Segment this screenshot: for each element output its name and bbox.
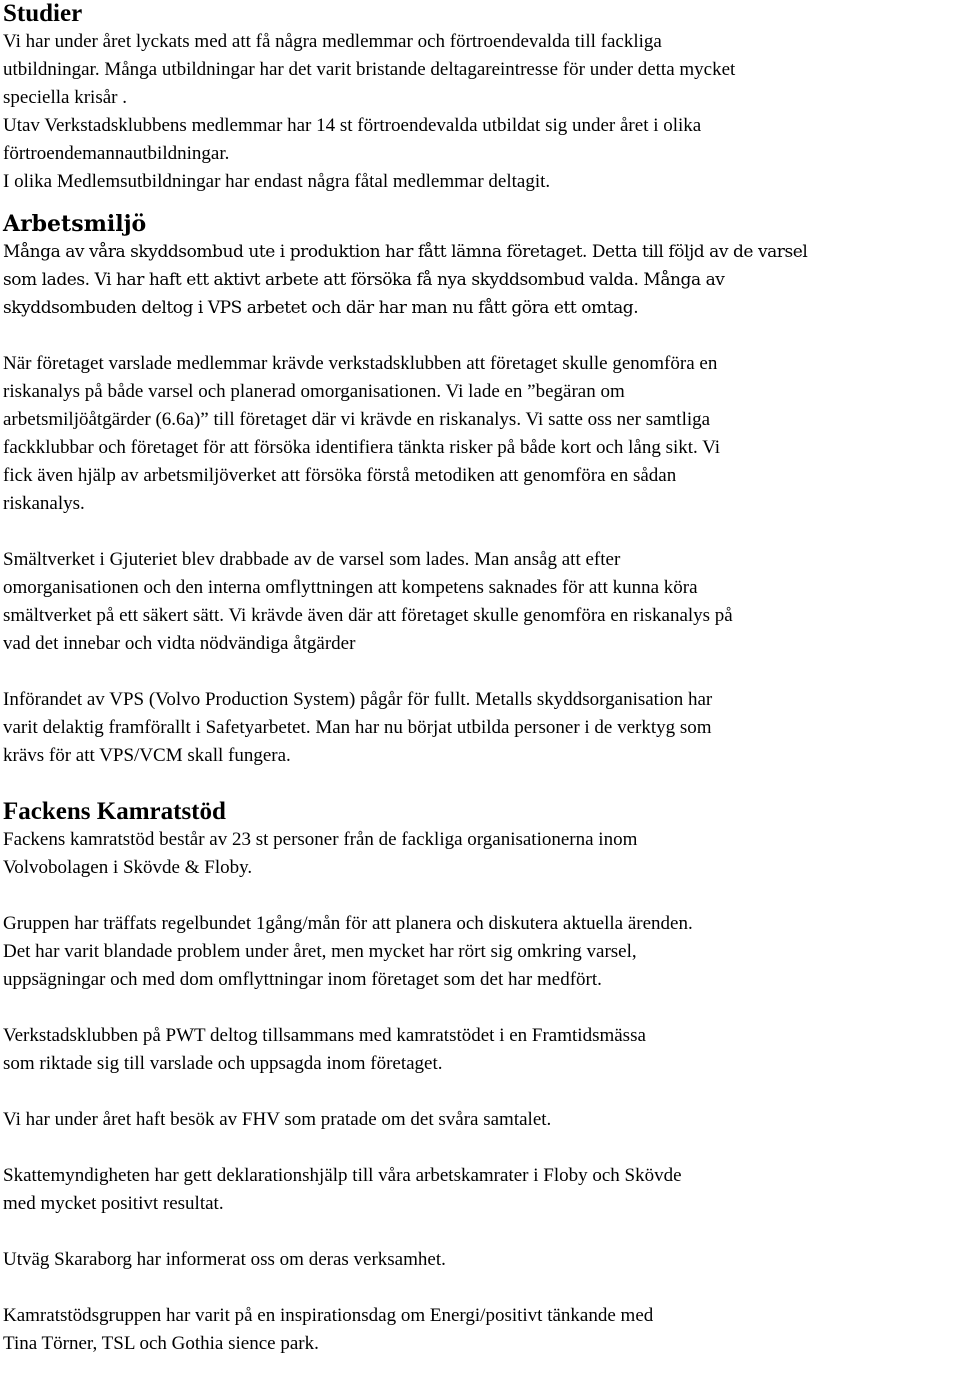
arbetsmiljo-paragraph-2: När företaget varslade medlemmar krävde verkstadsklubben att företaget skulle genomföra en riskanalys på både varsel och planerad omorganisationen. Vi lade en ”begäran om arbetsmiljöåtgärder (6.6a)” till företaget där vi krävde en riskanalys. Vi satte oss ner samtliga fackklubbar och företaget för att försöka identifiera tänkta risker på både kort och lång sikt. Vi fick även hjälp av arbetsmiljöverket att försöka förstå metodiken att genomföra en sådan riskanalys. [3, 353, 721, 514]
arbetsmiljo-paragraph-3: Smältverket i Gjuteriet blev drabbade av de varsel som lades. Man ansåg att efter omorganisationen och den interna omflyttningen att kompetens saknades för att kunna köra smältverket på ett säkert sätt. Vi krävde även där att företaget skulle genomföra en riskanalys på vad det innebar och vidta nödvändiga åtgärder [3, 549, 733, 654]
heading-kamratstod: Fackens Kamratstöd [3, 798, 226, 825]
kamratstod-paragraph-3: Verkstadsklubben på PWT deltog tillsammans med kamratstödet i en Framtidsmässa som riktade sig till varslade och uppsagda inom företaget. [3, 1025, 646, 1074]
kamratstod-paragraph-5: Skattemyndigheten har gett deklarationshjälp till våra arbetskamrater i Floby och Skövde med mycket positivt resultat. [3, 1165, 682, 1214]
section-studier [3, 0, 958, 196]
section-arbetsmiljo [3, 210, 958, 770]
kamratstod-paragraph-4: Vi har under året haft besök av FHV som pratade om det svåra samtalet. [3, 1109, 552, 1130]
section-kamratstod [3, 798, 958, 1358]
arbetsmiljo-paragraph-4: Införandet av VPS (Volvo Production System) pågår för fullt. Metalls skyddsorganisation har varit delaktig framförallt i Safetyarbetet. Man har nu börjat utbilda personer i de verktyg som krävs för att VPS/VCM skall fungera. [3, 689, 713, 766]
heading-studier: Studier [3, 0, 83, 27]
kamratstod-paragraph-1: Fackens kamratstöd består av 23 st personer från de fackliga organisationerna inom Volvobolagen i Skövde & Floby. [3, 829, 638, 878]
kamratstod-paragraph-7: Kamratstödsgruppen har varit på en inspirationsdag om Energi/positivt tänkande med Tina Törner, TSL och Gothia sience park. [3, 1305, 654, 1354]
document-page [3, 0, 958, 1358]
studier-paragraph-2: Utav Verkstadsklubbens medlemmar har 14 st förtroendevalda utbildat sig under året i olika förtroendemannautbildningar. [3, 115, 702, 164]
heading-arbetsmiljo: Arbetsmiljö [3, 211, 147, 237]
studier-paragraph-3: I olika Medlemsutbildningar har endast några fåtal medlemmar deltagit. [3, 171, 551, 192]
kamratstod-paragraph-6: Utväg Skaraborg har informerat oss om deras verksamhet. [3, 1249, 446, 1270]
kamratstod-paragraph-2: Gruppen har träffats regelbundet 1gång/mån för att planera och diskutera aktuella ärenden. Det har varit blandade problem under året, men mycket har rört sig omkring varsel, uppsägningar och med dom omflyttningar inom företaget som det har medfört. [3, 913, 693, 990]
arbetsmiljo-paragraph-1: Många av våra skyddsombud ute i produktion har fått lämna företaget. Detta till följd av de varsel som lades. Vi har haft ett aktivt arbete att försöka få nya skyddsombud valda. Många av skyddsombuden deltog i VPS arbetet och där har man nu fått göra ett omtag. [3, 242, 808, 318]
studier-paragraph-1: Vi har under året lyckats med att få några medlemmar och förtroendevalda till fackliga utbildningar. Många utbildningar har det varit bristande deltagareintresse för under detta mycket speciella krisår . [3, 31, 736, 108]
